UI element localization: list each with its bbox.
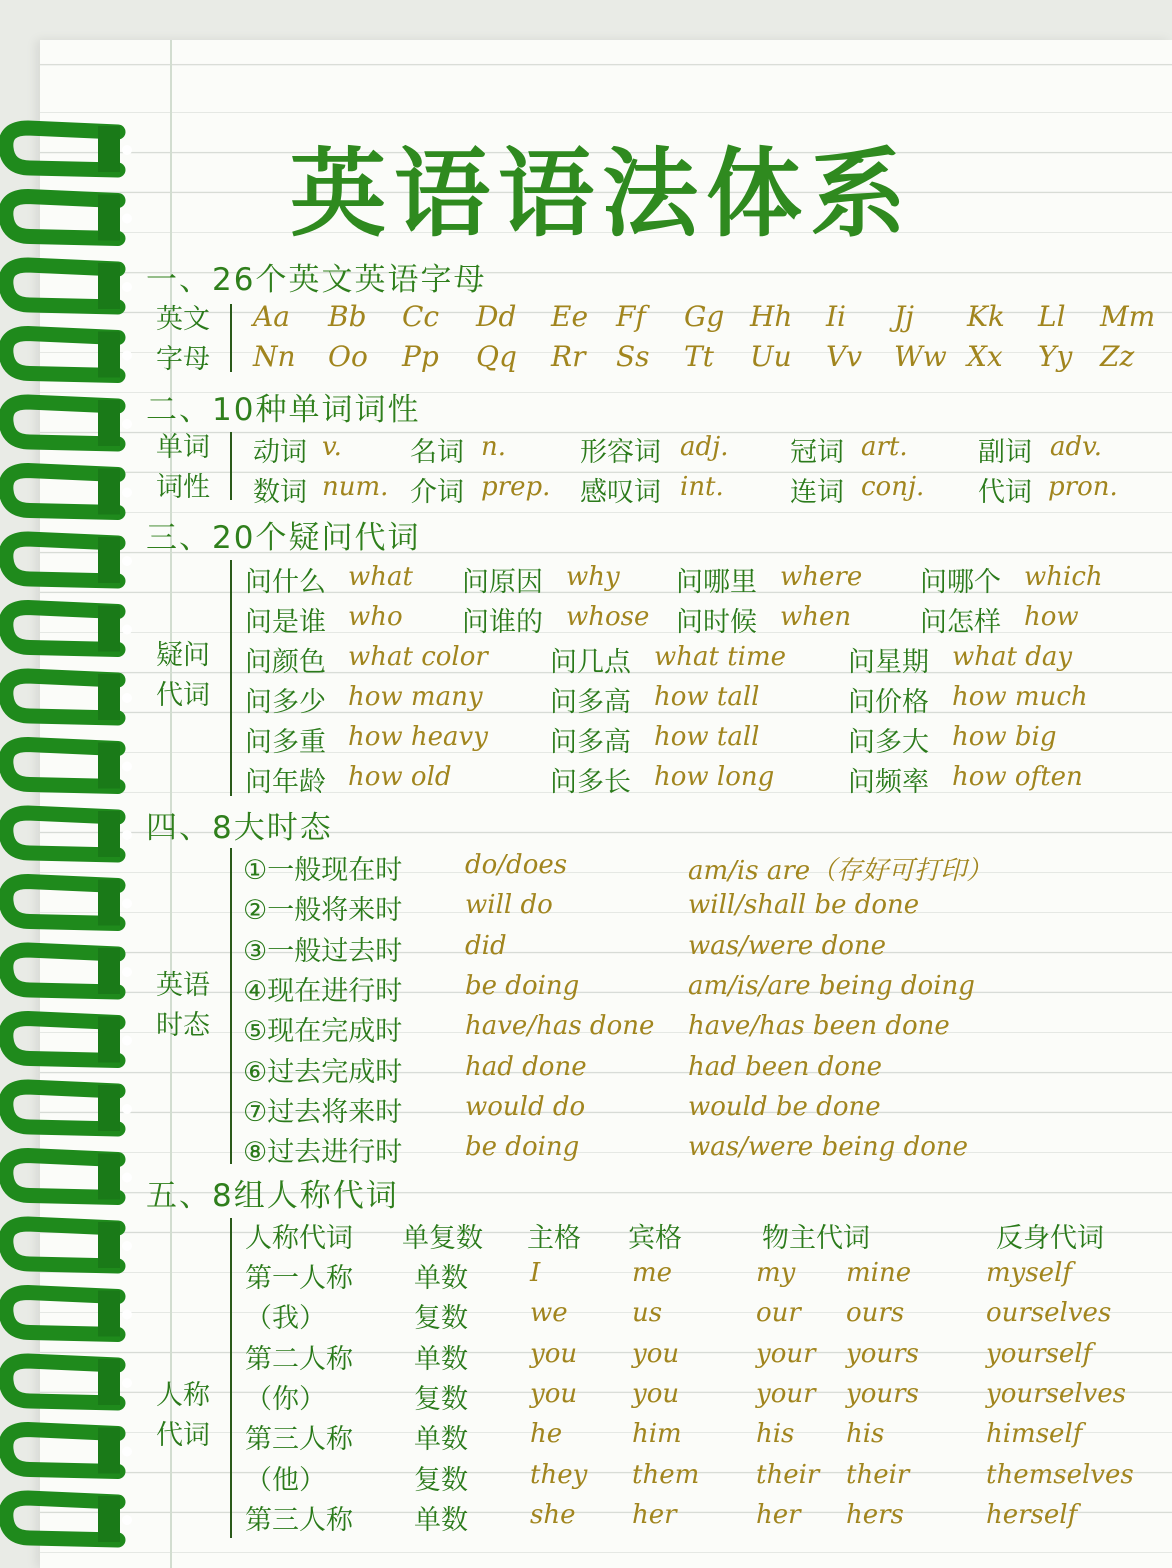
spiral-ring bbox=[6, 1085, 132, 1131]
letter-pair: Ww bbox=[894, 340, 947, 373]
tense-name: ⑧过去进行时 bbox=[243, 1137, 403, 1169]
section-heading-pronouns: 五、8组人称代词 bbox=[146, 1178, 399, 1214]
spiral-ring bbox=[6, 400, 132, 446]
spiral-ring bbox=[6, 811, 132, 857]
pos-chinese: 感叹词 bbox=[580, 477, 661, 508]
question-word-chinese: 问哪里 bbox=[676, 567, 757, 598]
pronoun-form: ourselves bbox=[986, 1298, 1112, 1329]
question-word-chinese: 问颜色 bbox=[245, 647, 326, 678]
tense-name: ④现在进行时 bbox=[243, 975, 403, 1007]
pronoun-column-header: 主格 bbox=[527, 1223, 581, 1254]
letter-pair: Uu bbox=[750, 340, 792, 373]
spiral-ring bbox=[6, 1017, 132, 1063]
tense-active: will do bbox=[465, 890, 553, 921]
pronoun-form: you bbox=[530, 1378, 578, 1409]
pos-chinese: 连词 bbox=[790, 477, 844, 508]
pos-chinese: 名词 bbox=[410, 437, 464, 468]
question-word-english: what time bbox=[654, 642, 787, 672]
question-word-chinese: 问多高 bbox=[550, 687, 631, 718]
pronoun-form: we bbox=[530, 1298, 568, 1329]
section-heading-question-words: 三、20个疑问代词 bbox=[146, 520, 421, 556]
tense-active: would do bbox=[465, 1091, 586, 1122]
tense-passive: would be done bbox=[688, 1091, 881, 1122]
question-word-chinese: 问多重 bbox=[245, 727, 326, 758]
pos-chinese: 代词 bbox=[978, 477, 1032, 508]
pos-abbr: num. bbox=[322, 472, 389, 502]
pronoun-number: 复数 bbox=[414, 1383, 468, 1415]
section-heading-alphabet: 一、26个英文英语字母 bbox=[146, 262, 487, 298]
letter-pair: Oo bbox=[328, 340, 368, 373]
pronoun-form: they bbox=[530, 1459, 588, 1490]
tense-active: had done bbox=[465, 1051, 587, 1082]
spiral-ring bbox=[6, 1496, 132, 1542]
pos-chinese: 形容词 bbox=[580, 437, 661, 468]
spiral-ring bbox=[6, 263, 132, 309]
pronoun-person: （你） bbox=[245, 1383, 326, 1415]
label-pronouns: 人称代词 bbox=[156, 1380, 210, 1451]
pos-chinese: 介词 bbox=[410, 477, 464, 508]
pos-abbr: adv. bbox=[1050, 432, 1103, 462]
letter-pair: Ii bbox=[826, 300, 847, 333]
letter-pair: Jj bbox=[894, 300, 914, 333]
letter-pair: Hh bbox=[750, 300, 793, 333]
pronoun-form: yourselves bbox=[986, 1378, 1126, 1409]
spiral-ring bbox=[6, 1154, 132, 1200]
letter-pair: Ll bbox=[1038, 300, 1066, 333]
question-word-chinese: 问时候 bbox=[676, 607, 757, 638]
pronoun-form: yourself bbox=[986, 1338, 1093, 1369]
pos-abbr: art. bbox=[861, 432, 908, 462]
pos-abbr: adj. bbox=[680, 432, 729, 462]
pronoun-column-header: 宾格 bbox=[628, 1223, 682, 1254]
letter-pair: Nn bbox=[253, 340, 296, 373]
pronoun-form: her bbox=[632, 1499, 677, 1530]
label-question-words: 疑问代词 bbox=[156, 640, 210, 711]
pronoun-form: us bbox=[632, 1298, 663, 1329]
question-word-english: how tall bbox=[654, 682, 760, 712]
tense-name: ②一般将来时 bbox=[243, 895, 403, 927]
question-word-english: what day bbox=[952, 642, 1073, 672]
question-word-chinese: 问频率 bbox=[848, 767, 929, 798]
tense-name: ①一般现在时 bbox=[243, 855, 403, 886]
question-word-chinese: 问原因 bbox=[462, 567, 543, 598]
pos-chinese: 动词 bbox=[253, 437, 307, 468]
tense-active: be doing bbox=[465, 970, 580, 1001]
question-word-english: which bbox=[1024, 562, 1103, 592]
tense-passive: have/has been done bbox=[688, 1011, 950, 1042]
pos-abbr: prep. bbox=[481, 472, 551, 502]
pronoun-form: their bbox=[756, 1459, 820, 1490]
pronoun-person: 第三人称 bbox=[245, 1504, 353, 1536]
pronoun-form: hers bbox=[846, 1499, 904, 1530]
pronoun-form: his bbox=[846, 1419, 885, 1450]
question-word-english: how much bbox=[952, 682, 1088, 712]
tense-name: ③一般过去时 bbox=[243, 935, 403, 967]
question-word-chinese: 问哪个 bbox=[920, 567, 1001, 598]
question-word-english: how heavy bbox=[348, 722, 488, 752]
letter-pair: Pp bbox=[402, 340, 439, 373]
pronoun-form: you bbox=[632, 1338, 680, 1369]
spiral-ring bbox=[6, 1222, 132, 1268]
question-word-chinese: 问价格 bbox=[848, 687, 929, 718]
bracket-question-words bbox=[230, 560, 232, 796]
question-word-english: when bbox=[780, 602, 852, 632]
pronoun-form: your bbox=[756, 1338, 816, 1369]
label-alphabet: 英文字母 bbox=[156, 304, 210, 375]
question-word-english: whose bbox=[566, 602, 650, 632]
pronoun-column-header: 物主代词 bbox=[762, 1223, 870, 1254]
letter-pair: Kk bbox=[967, 300, 1005, 333]
question-word-chinese: 问星期 bbox=[848, 647, 929, 678]
question-word-english: how tall bbox=[654, 722, 760, 752]
pronoun-number: 单数 bbox=[414, 1504, 468, 1536]
question-word-english: how old bbox=[348, 762, 452, 792]
spiral-ring bbox=[6, 743, 132, 789]
pronoun-form: you bbox=[530, 1338, 578, 1369]
question-word-chinese: 问谁的 bbox=[462, 607, 543, 638]
pronoun-form: your bbox=[756, 1378, 816, 1409]
pronoun-person: （他） bbox=[245, 1464, 326, 1496]
question-word-chinese: 问多少 bbox=[245, 687, 326, 718]
question-word-chinese: 问几点 bbox=[550, 647, 631, 678]
letter-pair: Yy bbox=[1038, 340, 1073, 373]
tense-name: ⑥过去完成时 bbox=[243, 1056, 403, 1088]
pos-abbr: pron. bbox=[1048, 472, 1118, 502]
pronoun-column-header: 单复数 bbox=[402, 1223, 483, 1254]
label-tenses: 英语时态 bbox=[156, 970, 210, 1041]
pronoun-form: she bbox=[530, 1499, 576, 1530]
pronoun-number: 单数 bbox=[414, 1263, 468, 1294]
letter-pair: Dd bbox=[476, 300, 517, 333]
spiral-ring bbox=[6, 1428, 132, 1474]
pronoun-form: mine bbox=[846, 1258, 912, 1288]
question-word-chinese: 问多长 bbox=[550, 767, 631, 798]
tense-passive: was/were being done bbox=[688, 1132, 969, 1163]
letter-pair: Bb bbox=[328, 300, 367, 333]
pronoun-form: yours bbox=[846, 1338, 919, 1369]
tense-active: be doing bbox=[465, 1132, 580, 1163]
section-heading-parts-of-speech: 二、10种单词词性 bbox=[146, 392, 421, 428]
bracket-tenses bbox=[230, 848, 232, 1164]
pronoun-form: themselves bbox=[986, 1459, 1134, 1490]
question-word-english: where bbox=[780, 562, 863, 592]
pronoun-column-header: 人称代词 bbox=[245, 1223, 353, 1254]
question-word-english: who bbox=[348, 602, 403, 632]
tense-name: ⑤现在完成时 bbox=[243, 1016, 403, 1048]
spiral-binding bbox=[0, 120, 135, 1568]
tense-active: have/has done bbox=[465, 1011, 655, 1042]
question-word-english: how long bbox=[654, 762, 775, 792]
pronoun-form: you bbox=[632, 1378, 680, 1409]
tense-active: do/does bbox=[465, 850, 568, 880]
pos-abbr: n. bbox=[481, 432, 507, 462]
pronoun-person: 第二人称 bbox=[245, 1343, 353, 1375]
pronoun-number: 单数 bbox=[414, 1343, 468, 1375]
question-word-english: how often bbox=[952, 762, 1083, 792]
letter-pair: Cc bbox=[402, 300, 440, 333]
spiral-ring bbox=[6, 126, 132, 172]
tense-active: did bbox=[465, 930, 507, 961]
spiral-ring bbox=[6, 537, 132, 583]
pronoun-form: his bbox=[756, 1419, 795, 1450]
pronoun-form: our bbox=[756, 1298, 801, 1329]
pronoun-person: 第三人称 bbox=[245, 1424, 353, 1456]
pronoun-number: 复数 bbox=[414, 1303, 468, 1335]
letter-pair: Ss bbox=[616, 340, 650, 373]
letter-pair: Tt bbox=[684, 340, 714, 373]
spiral-ring bbox=[6, 948, 132, 994]
question-word-english: how big bbox=[952, 722, 1057, 752]
pronoun-form: ours bbox=[846, 1298, 905, 1329]
question-word-chinese: 问多高 bbox=[550, 727, 631, 758]
letter-pair: Ff bbox=[616, 300, 646, 333]
pronoun-number: 单数 bbox=[414, 1424, 468, 1456]
pos-abbr: int. bbox=[680, 472, 724, 502]
pronoun-column-header: 反身代词 bbox=[996, 1223, 1104, 1254]
letter-pair: Mm bbox=[1100, 300, 1156, 333]
pronoun-form: myself bbox=[986, 1258, 1073, 1288]
spiral-ring bbox=[6, 469, 132, 515]
question-word-english: how bbox=[1024, 602, 1079, 632]
spiral-ring bbox=[6, 674, 132, 720]
pronoun-person: 第一人称 bbox=[245, 1263, 353, 1294]
question-word-chinese: 问怎样 bbox=[920, 607, 1001, 638]
question-word-chinese: 问是谁 bbox=[245, 607, 326, 638]
spiral-ring bbox=[6, 195, 132, 241]
pos-chinese: 冠词 bbox=[790, 437, 844, 468]
pronoun-form: them bbox=[632, 1459, 700, 1490]
pos-chinese: 数词 bbox=[253, 477, 307, 508]
letter-pair: Gg bbox=[684, 300, 725, 333]
pronoun-form: yours bbox=[846, 1378, 919, 1409]
question-word-english: how many bbox=[348, 682, 483, 712]
pos-abbr: conj. bbox=[861, 472, 925, 502]
pronoun-person: （我） bbox=[245, 1303, 326, 1335]
tense-passive: will/shall be done bbox=[688, 890, 920, 921]
bracket-alphabet bbox=[230, 304, 232, 372]
pos-abbr: v. bbox=[322, 432, 342, 462]
pronoun-form: I bbox=[530, 1258, 541, 1288]
tense-passive: had been done bbox=[688, 1051, 883, 1082]
spiral-ring bbox=[6, 1291, 132, 1337]
question-word-english: why bbox=[566, 562, 620, 592]
spiral-ring bbox=[6, 880, 132, 926]
bracket-pronouns bbox=[230, 1218, 232, 1538]
tense-passive: am/is are（存好可打印） bbox=[688, 856, 993, 886]
pronoun-form: him bbox=[632, 1419, 682, 1450]
letter-pair: Rr bbox=[551, 340, 586, 373]
tense-passive: was/were done bbox=[688, 930, 887, 961]
pronoun-form: herself bbox=[986, 1499, 1078, 1530]
pronoun-form: me bbox=[632, 1258, 673, 1288]
letter-pair: Ee bbox=[551, 300, 589, 333]
bracket-parts-of-speech bbox=[230, 432, 232, 500]
letter-pair: Xx bbox=[967, 340, 1003, 373]
spiral-ring bbox=[6, 1359, 132, 1405]
pronoun-form: their bbox=[846, 1459, 910, 1490]
pos-chinese: 副词 bbox=[978, 437, 1032, 468]
tense-passive: am/is/are being doing bbox=[688, 970, 975, 1001]
tense-name: ⑦过去将来时 bbox=[243, 1096, 403, 1128]
page-title: 英语语法体系 bbox=[290, 138, 914, 250]
pronoun-form: himself bbox=[986, 1419, 1083, 1450]
label-parts-of-speech: 单词词性 bbox=[156, 432, 210, 503]
pronoun-form: her bbox=[756, 1499, 801, 1530]
pronoun-number: 复数 bbox=[414, 1464, 468, 1496]
spiral-ring bbox=[6, 332, 132, 378]
letter-pair: Aa bbox=[253, 300, 290, 333]
question-word-english: what bbox=[348, 562, 413, 592]
question-word-chinese: 问多大 bbox=[848, 727, 929, 758]
question-word-english: what color bbox=[348, 642, 488, 672]
letter-pair: Vv bbox=[826, 340, 863, 373]
question-word-chinese: 问年龄 bbox=[245, 767, 326, 798]
question-word-chinese: 问什么 bbox=[245, 567, 326, 598]
spiral-ring bbox=[6, 606, 132, 652]
pronoun-form: my bbox=[756, 1258, 796, 1288]
letter-pair: Zz bbox=[1100, 340, 1135, 373]
pronoun-form: he bbox=[530, 1419, 563, 1450]
letter-pair: Qq bbox=[476, 340, 517, 373]
section-heading-tenses: 四、8大时态 bbox=[146, 810, 333, 846]
